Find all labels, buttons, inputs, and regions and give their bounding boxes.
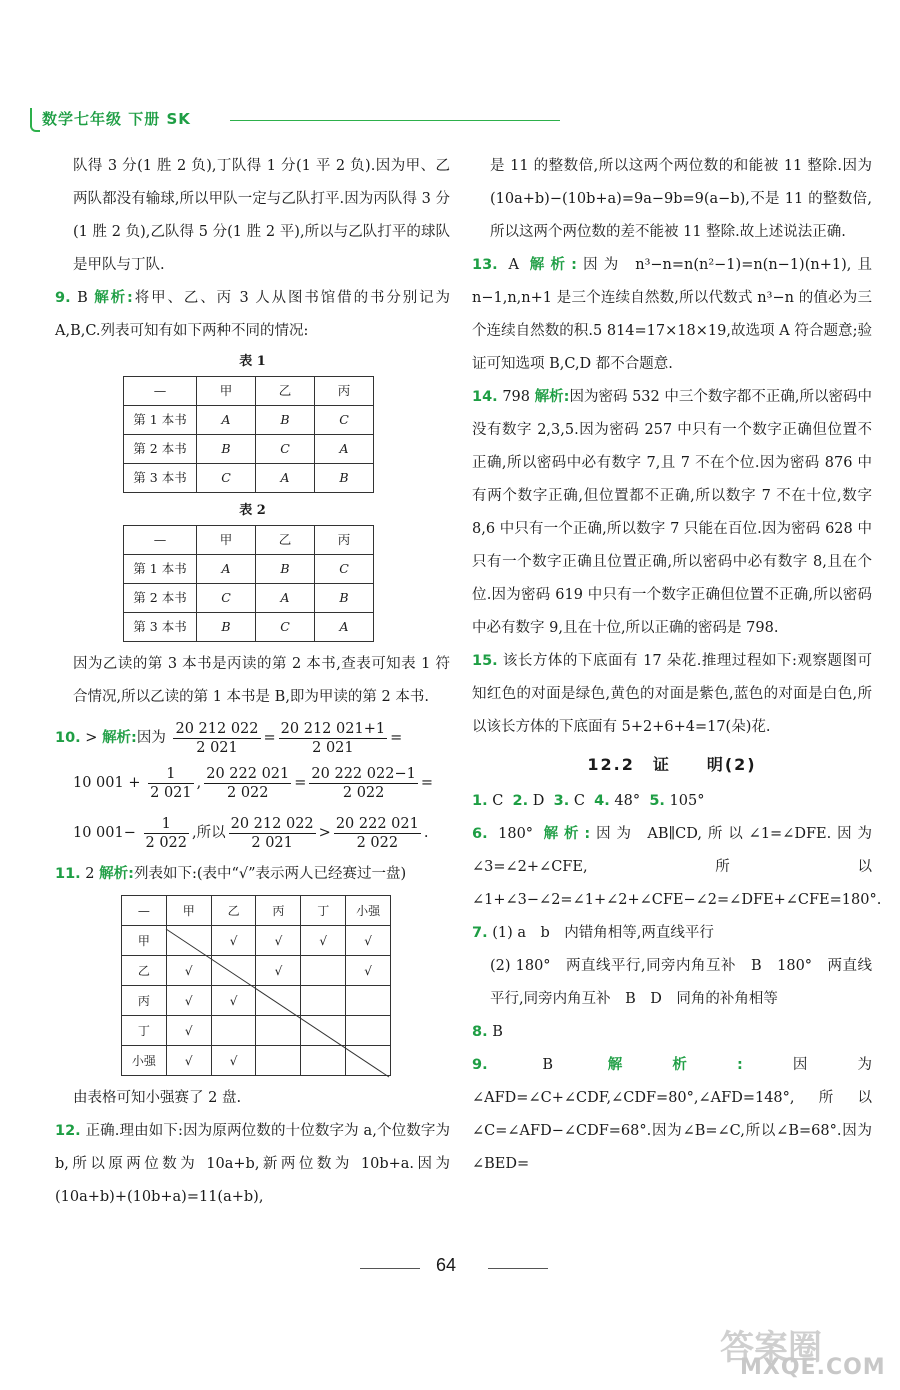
table-cell: B xyxy=(197,435,256,464)
table-cell: 乙 xyxy=(256,377,315,406)
match-table-wrap xyxy=(121,895,391,1076)
table-cell: 丙 xyxy=(315,377,374,406)
numerator: 20 212 021+1 xyxy=(280,720,386,737)
answer-text: 正确.理由如下:因为原两位数的十位数字为 a,个位数字为 b,所以原两位数为 10a+b,新两位数为 10b+a.因为(10a+b)+(10b+a)=11(a+b), xyxy=(55,1123,451,1205)
answer: 2 xyxy=(85,866,95,882)
numerator: 20 212 022 xyxy=(175,720,259,737)
question-8 xyxy=(472,1016,872,1049)
table-cell: 乙 xyxy=(256,526,315,555)
question-7 xyxy=(472,917,872,950)
question-number: 9. xyxy=(472,1057,488,1073)
numerator: 1 xyxy=(148,765,194,784)
answer: B xyxy=(542,1057,553,1073)
denominator: 2 022 xyxy=(226,784,269,801)
table-cell: A xyxy=(315,435,374,464)
question-number: 1. xyxy=(472,793,488,809)
table2-caption: 表 2 xyxy=(239,503,266,518)
equation-line: 10 001 + $\frac{1}{2 021}$ , $\frac{20 222 021}{2 022}$ = $\frac{20 222 022-1}{2 022}$ = xyxy=(73,765,433,801)
table-cell: B xyxy=(197,613,256,642)
table-cell: 第 1 本书 xyxy=(124,555,197,584)
fraction xyxy=(204,765,291,802)
question-number: 2. xyxy=(512,793,529,809)
table-row xyxy=(124,613,374,642)
analysis-label: 解析: xyxy=(534,389,570,405)
question-15 xyxy=(472,645,872,744)
denominator: 2 022 xyxy=(356,834,399,851)
table-row xyxy=(124,584,374,613)
answer: C xyxy=(492,793,504,809)
table1-caption: 表 1 xyxy=(239,354,266,369)
table-cell: C xyxy=(197,584,256,613)
table-cell: √ xyxy=(211,1046,256,1076)
footer-rule-right xyxy=(488,1268,548,1269)
table-cell: — xyxy=(124,526,197,555)
table-cell: A xyxy=(256,464,315,493)
text: ,所以 xyxy=(192,825,226,841)
table-cell: B xyxy=(315,584,374,613)
table-cell: C xyxy=(256,613,315,642)
denominator: 2 021 xyxy=(196,739,238,756)
table-cell: 丙 xyxy=(256,896,301,926)
table-cell: C xyxy=(315,555,374,584)
page-footer xyxy=(0,1255,900,1285)
question-9 xyxy=(55,282,450,348)
table-row xyxy=(124,526,374,555)
page-number: 64 xyxy=(436,1255,457,1275)
analysis-label: 解析: xyxy=(102,730,137,746)
question-number: 14. xyxy=(472,389,498,405)
table-cell: 丁 xyxy=(301,896,346,926)
question-number: 4. xyxy=(594,793,610,809)
page-header xyxy=(30,108,560,132)
table-row xyxy=(124,555,374,584)
answer-line: (2) 180° 两直线平行,同旁内角互补 B 180° 两直线平行,同旁内角互补 B D 同角的补角相等 xyxy=(490,958,872,1007)
analysis-text: 因为 AB∥CD,所以∠1=∠DFE.因为∠3=∠2+∠CFE,所以∠1+∠3−∠2=∠1+∠2+∠CFE−∠2=∠DFE+∠CFE=180°. xyxy=(472,826,882,908)
table-cell: A xyxy=(315,613,374,642)
table-cell: 丁 xyxy=(122,1016,167,1046)
question-6 xyxy=(472,818,882,917)
question-number: 10. xyxy=(55,730,81,746)
table-2 xyxy=(123,525,374,642)
diagonal-line xyxy=(121,899,391,1079)
question-number: 6. xyxy=(472,826,488,842)
denominator: 2 022 xyxy=(145,834,188,851)
table-cell: A xyxy=(256,584,315,613)
denominator: 2 021 xyxy=(150,784,192,801)
answer: > xyxy=(85,730,98,746)
table-row xyxy=(124,435,374,464)
table-cell: C xyxy=(315,406,374,435)
answer: 798 xyxy=(502,389,530,405)
table-cell: 乙 xyxy=(211,896,256,926)
table-cell: A xyxy=(197,406,256,435)
table-cell: 丙 xyxy=(315,526,374,555)
fraction xyxy=(309,765,417,802)
table-cell: 甲 xyxy=(197,377,256,406)
analysis-label: 解析: xyxy=(543,826,591,842)
answer: D xyxy=(532,793,545,809)
numerator: 20 222 021 xyxy=(335,815,419,832)
question-10: 10. > 解析:因为 $\frac{20 212 022}{2 021}$ = $\frac{20 212 021+1}{2 021}$ = xyxy=(55,720,403,756)
question-12 xyxy=(55,1115,450,1214)
table-cell: 甲 xyxy=(122,926,167,956)
text: 10 001 + xyxy=(73,775,141,791)
table-row xyxy=(124,406,374,435)
table-cell: C xyxy=(256,435,315,464)
header-bracket xyxy=(30,108,40,132)
section-title: 12.2 证 明(2) xyxy=(587,755,757,774)
table-cell: C xyxy=(197,464,256,493)
table-cell: 第 3 本书 xyxy=(124,464,197,493)
table-cell: — xyxy=(124,377,197,406)
table-cell: 甲 xyxy=(166,896,211,926)
table-cell: — xyxy=(122,896,167,926)
paragraph: 由表格可知小强赛了 2 盘. xyxy=(73,1090,242,1106)
paragraph: 是 11 的整数倍,所以这两个两位数的和能被 11 整除.因为(10a+b)−(10b+a)=9a−9b=9(a−b),不是 11 的整数倍,所以这两个两位数的差不能被 11 整除.故上述说法正确. xyxy=(490,158,872,240)
numerator: 1 xyxy=(144,815,190,834)
answer: 180° xyxy=(498,826,534,842)
numerator: 20 212 022 xyxy=(230,815,314,832)
analysis-text: 列表如下:(表中“√”表示两人已经赛过一盘) xyxy=(133,866,407,882)
question-13 xyxy=(472,249,872,381)
question-number: 9. xyxy=(55,290,71,306)
answer: 48° xyxy=(614,793,641,809)
question-number: 3. xyxy=(553,793,570,809)
watermark-logo: 答案圈 xyxy=(720,1328,822,1368)
question-14 xyxy=(472,381,872,645)
table-cell: √ xyxy=(166,1046,211,1076)
table-cell: B xyxy=(315,464,374,493)
equation-line: 10 001− $\frac{1}{2 022}$ ,所以 $\frac{20 212 022}{2 021}$ > $\frac{20 222 021}{2 022}$ . xyxy=(73,815,429,851)
table-cell: √ xyxy=(166,986,211,1016)
analysis-text: 因为∠AFD=∠C+∠CDF,∠CDF=80°,∠AFD=148°,所以∠C=∠AFD−∠CDF=68°.因为∠B=∠C,所以∠B=68°.因为∠BED= xyxy=(472,1057,873,1172)
numerator: 20 222 021 xyxy=(206,765,290,782)
question-9b xyxy=(472,1049,872,1181)
answer: C xyxy=(573,793,585,809)
answer: A xyxy=(508,257,519,273)
question-number: 15. xyxy=(472,653,498,669)
table-cell: √ xyxy=(301,926,346,956)
fraction xyxy=(279,720,387,757)
table-cell: √ xyxy=(166,956,211,986)
text: 10 001− xyxy=(73,825,136,841)
table-cell: √ xyxy=(166,1016,211,1046)
left-column xyxy=(55,150,450,1214)
table-cell: 第 3 本书 xyxy=(124,613,197,642)
denominator: 2 022 xyxy=(342,784,385,801)
analysis-label: 解析: xyxy=(94,290,133,306)
paragraph: 队得 3 分(1 胜 2 负),丁队得 1 分(1 平 2 负).因为甲、乙两队都没有输球,所以甲队一定与乙队打平.因为丙队得 3 分(1 胜 2 负),乙队得 5 分(1 胜 2 平),所以与乙队打平的球队是甲队与丁队. xyxy=(73,158,450,273)
table-cell: 第 2 本书 xyxy=(124,435,197,464)
table-1 xyxy=(123,376,374,493)
table-cell: B xyxy=(256,406,315,435)
analysis-label: 解析: xyxy=(529,257,577,273)
table-cell: 甲 xyxy=(197,526,256,555)
fraction xyxy=(148,765,194,802)
denominator: 2 021 xyxy=(251,834,293,851)
answer-line: (1) a b 内错角相等,两直线平行 xyxy=(492,925,714,941)
short-answers xyxy=(472,785,872,818)
question-number: 8. xyxy=(472,1024,488,1040)
table-row xyxy=(124,464,374,493)
right-column xyxy=(472,150,882,1181)
question-11 xyxy=(55,858,450,891)
watermark-url: MXQE.COM xyxy=(740,1355,886,1380)
analysis-text: 将甲、乙、丙 3 人从图书馆借的书分别记为 A,B,C.列表可知有如下两种不同的情况: xyxy=(55,290,450,339)
answer: 105° xyxy=(669,793,705,809)
table-cell: 小强 xyxy=(346,896,391,926)
question-number: 12. xyxy=(55,1123,81,1139)
paragraph: 因为乙读的第 3 本书是丙读的第 2 本书,查表可知表 1 符合情况,所以乙读的第 1 本书是 B,即为甲读的第 2 本书. xyxy=(73,656,450,705)
fraction xyxy=(334,815,421,852)
footer-rule-left xyxy=(360,1268,420,1269)
analysis-label: 解析: xyxy=(99,866,134,882)
table-cell: √ xyxy=(256,926,301,956)
question-number: 5. xyxy=(649,793,665,809)
analysis-text: 因为密码 532 中三个数字都不正确,所以密码中没有数字 2,3,5.因为密码 257 中只有一个数字正确但位置不正确,所以密码中必有数字 7,且 7 不在个位.因为密码 876 中有两个数字正确,但位置都不正确,所以数字 7 不在十位,数字 8,6 中只有一个正确,所以数字 7 只能在百位.因为密码 628 中只有一个数字正确且位置正确,所以密码中必有数字 8,且在个位.因为密码 619 中只有一个数字正确但位置不正确,所以密码中必有数字 9,且在十位,所以正确的密码是 798. xyxy=(472,389,873,636)
analysis-text: 因为 n³−n=n(n²−1)=n(n−1)(n+1),且 n−1,n,n+1 是三个连续自然数,所以代数式 n³−n 的值必为三个连续自然数的积.5 814=17×18×19,故选项 A 符合题意;验证可知选项 B,C,D 都不合题意. xyxy=(472,257,873,372)
text: 因为 xyxy=(136,730,166,746)
header-title: 数学七年级 下册 SK xyxy=(42,110,191,128)
table-cell: √ xyxy=(346,956,391,986)
text: . xyxy=(423,825,429,841)
fraction xyxy=(173,720,260,757)
table-row xyxy=(124,377,374,406)
table-cell: √ xyxy=(211,926,256,956)
table-cell: √ xyxy=(346,926,391,956)
table-cell: 第 2 本书 xyxy=(124,584,197,613)
answer: B xyxy=(77,290,88,306)
question-number: 13. xyxy=(472,257,498,273)
table-cell: 乙 xyxy=(122,956,167,986)
table-cell: A xyxy=(197,555,256,584)
question-number: 11. xyxy=(55,866,81,882)
analysis-label: 解析: xyxy=(607,1057,743,1073)
table-cell: B xyxy=(256,555,315,584)
question-number: 7. xyxy=(472,925,488,941)
table-cell: 丙 xyxy=(122,986,167,1016)
table-cell: √ xyxy=(211,986,256,1016)
table-cell: 小强 xyxy=(122,1046,167,1076)
header-rule xyxy=(230,120,560,121)
fraction xyxy=(144,815,190,852)
numerator: 20 222 022−1 xyxy=(311,765,416,782)
fraction xyxy=(229,815,316,852)
answer: B xyxy=(492,1024,503,1040)
table-cell: √ xyxy=(256,956,301,986)
table-cell: 第 1 本书 xyxy=(124,406,197,435)
answer-text: 该长方体的下底面有 17 朵花.推理过程如下:观察题图可知红色的对面是绿色,黄色的对面是紫色,蓝色的对面是白色,所以该长方体的下底面有 5+2+6+4=17(朵)花. xyxy=(472,653,873,735)
denominator: 2 021 xyxy=(312,739,354,756)
